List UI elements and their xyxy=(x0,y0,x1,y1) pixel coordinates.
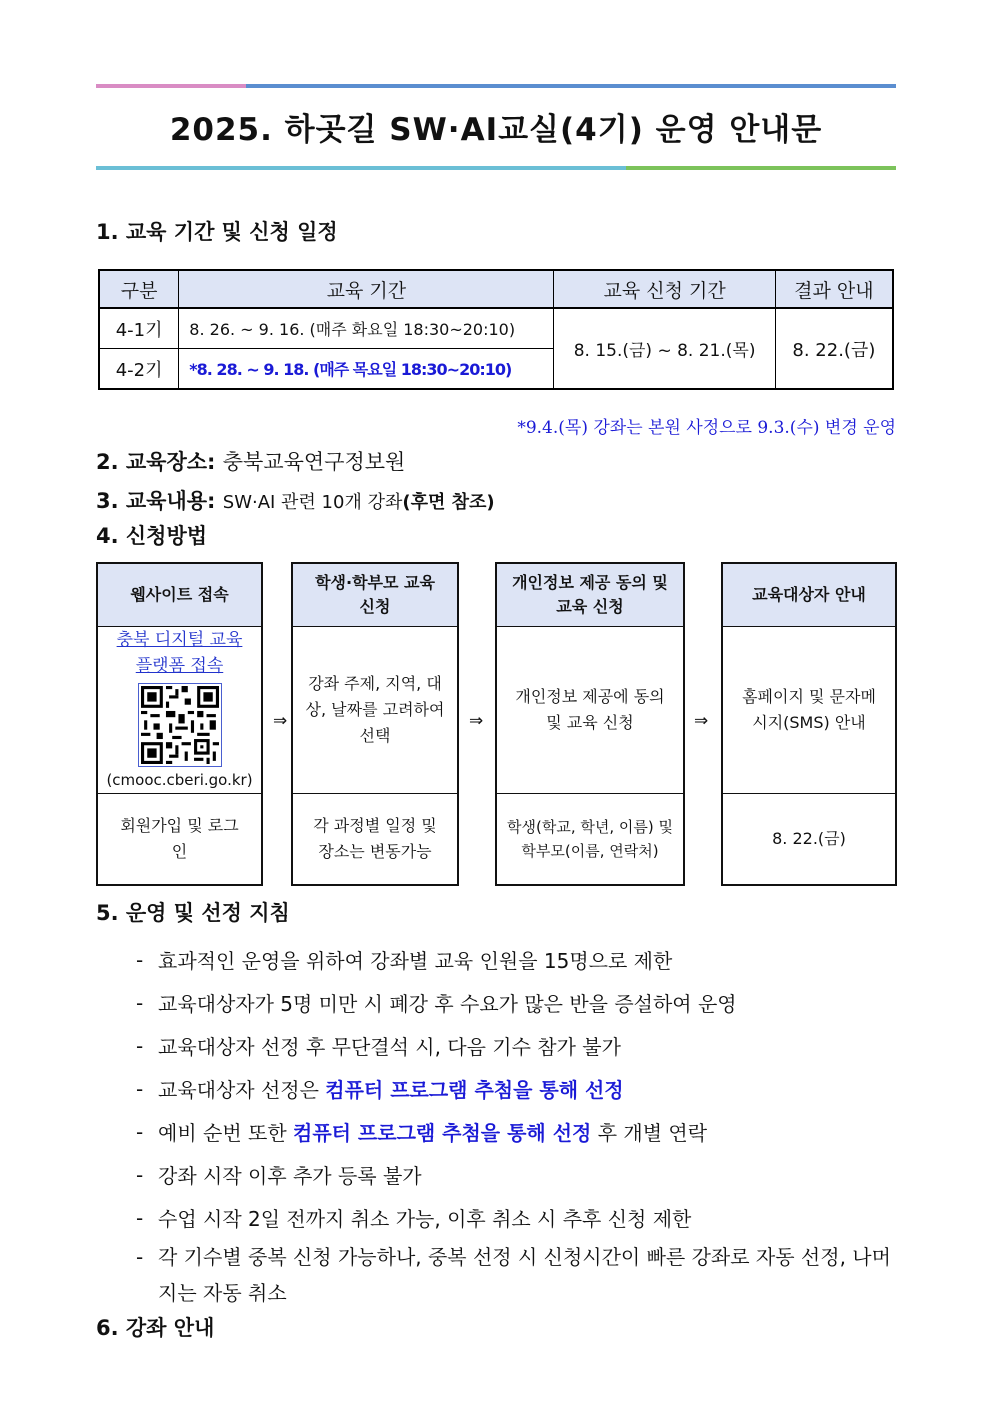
list-item-text: 효과적인 운영을 위하여 강좌별 교육 인원을 15명으로 제한 xyxy=(158,949,673,973)
list-item-emphasis: 컴퓨터 프로그램 추첨을 통해 선정 xyxy=(325,1078,624,1102)
step-website-body xyxy=(98,627,261,794)
step-head: 학생·학부모 교육 신청 xyxy=(293,564,457,627)
arrow-right-icon: ⇒ xyxy=(469,711,484,731)
step-head: 개인정보 제공 동의 및 교육 신청 xyxy=(497,564,683,627)
bottom-decor-bar xyxy=(96,166,896,170)
platform-url: (cmooc.cberi.go.kr) xyxy=(106,771,253,789)
step-bottom: 8. 22.(금) xyxy=(772,829,846,848)
list-item-text: 교육대상자 선정 후 무단결석 시, 다음 기수 참가 불가 xyxy=(158,1035,621,1059)
step-website-box xyxy=(96,562,263,886)
schedule-note: *9.4.(목) 강좌는 본원 사정으로 9.3.(수) 변경 운영 xyxy=(517,418,896,438)
platform-link[interactable]: 충북 디지털 교육플랫폼 접속 xyxy=(116,630,243,676)
arrow-right-icon: ⇒ xyxy=(273,711,288,731)
list-item-emphasis: 컴퓨터 프로그램 추첨을 통해 선정 xyxy=(293,1121,592,1145)
header-cell: 교육 신청 기간 xyxy=(554,270,775,308)
period-cell: *8. 28. ~ 9. 18. (매주 목요일 18:30~20:10) xyxy=(179,349,554,390)
list-item-text: 각 기수별 중복 신청 가능하나, 중복 선정 시 신청시간이 빠른 강좌로 자동 선정, 나머지는 자동 취소 xyxy=(158,1245,891,1305)
step-middle: 강좌 주제, 지역, 대상, 날짜를 고려하여 선택 xyxy=(293,627,457,794)
table-row xyxy=(99,308,893,349)
section5-heading: 5. 운영 및 선정 지침 xyxy=(96,901,290,925)
section6-heading: 6. 강좌 안내 xyxy=(96,1316,215,1340)
period-cell: 8. 26. ~ 9. 16. (매주 화요일 18:30~20:10) xyxy=(179,308,554,349)
list-item-text: 교육대상자 선정은 xyxy=(158,1078,326,1102)
schedule-table xyxy=(98,269,894,390)
section1-heading: 1. 교육 기간 및 신청 일정 xyxy=(96,220,338,244)
list-item: - 교육대상자가 5명 미만 시 폐강 후 수요가 많은 반을 증설하여 운영 xyxy=(136,981,896,1024)
step-consent-box xyxy=(495,562,685,886)
group-cell: 4-1기 xyxy=(99,308,179,349)
list-item-text: 수업 시작 2일 전까지 취소 가능, 이후 취소 시 추후 신청 제한 xyxy=(158,1207,692,1231)
section2-label: 2. 교육장소: xyxy=(96,450,216,474)
list-item-text: 강좌 시작 이후 추가 등록 불가 xyxy=(158,1164,422,1188)
step-bottom: 학생(학교, 학년, 이름) 및 학부모(이름, 연락처) xyxy=(507,818,673,860)
list-item: - 교육대상자 선정은 컴퓨터 프로그램 추첨을 통해 선정 xyxy=(136,1076,624,1102)
list-item-text: 예비 순번 또한 xyxy=(158,1121,293,1145)
list-item: - 교육대상자 선정 후 무단결석 시, 다음 기수 참가 불가 xyxy=(136,1024,896,1067)
result-cell: 8. 22.(금) xyxy=(775,308,893,389)
arrow-right-icon: ⇒ xyxy=(694,711,709,731)
section3-heading xyxy=(96,485,495,515)
header-cell: 교육 기간 xyxy=(179,270,554,308)
section3-suffix: (후면 참조) xyxy=(402,492,495,513)
section3-label: 3. 교육내용: xyxy=(96,489,216,513)
table-header-row xyxy=(99,270,893,308)
page-title: 2025. 하곳길 SW·AI교실(4기) 운영 안내문 xyxy=(169,112,823,148)
step-head: 웹사이트 접속 xyxy=(98,564,261,627)
apply-period-cell: 8. 15.(금) ~ 8. 21.(목) xyxy=(554,308,775,389)
step-middle: 홈페이지 및 문자메시지(SMS) 안내 xyxy=(723,627,895,794)
section2-heading xyxy=(96,446,405,476)
list-item: - 예비 순번 또한 컴퓨터 프로그램 추첨을 통해 선정 후 개별 연락 xyxy=(136,1119,708,1145)
list-item: - 강좌 시작 이후 추가 등록 불가 xyxy=(136,1153,896,1196)
step-bottom: 각 과정별 일정 및 장소는 변동가능 xyxy=(313,816,437,861)
step-bottom: 회원가입 및 로그인 xyxy=(120,816,239,861)
list-item-text: 교육대상자가 5명 미만 시 폐강 후 수요가 많은 반을 증설하여 운영 xyxy=(158,992,737,1016)
step-apply-box xyxy=(291,562,459,886)
section4-heading: 4. 신청방법 xyxy=(96,524,208,548)
list-item: - 각 기수별 중복 신청 가능하나, 중복 선정 시 신청시간이 빠른 강좌로 자동 선정, 나머지는 자동 취소 xyxy=(136,1239,896,1315)
header-cell: 구분 xyxy=(99,270,179,308)
top-decor-bar xyxy=(96,84,896,88)
list-item: - 수업 시작 2일 전까지 취소 가능, 이후 취소 시 추후 신청 제한 xyxy=(136,1196,896,1239)
group-cell: 4-2기 xyxy=(99,349,179,390)
qr-code-icon[interactable] xyxy=(138,683,222,767)
step-head: 교육대상자 안내 xyxy=(723,564,895,627)
step-middle: 개인정보 제공에 동의 및 교육 신청 xyxy=(497,627,683,794)
list-item: - 효과적인 운영을 위하여 강좌별 교육 인원을 15명으로 제한 xyxy=(136,938,896,981)
header-cell: 결과 안내 xyxy=(775,270,893,308)
section3-value: SW·AI 관련 10개 강좌 xyxy=(222,492,403,513)
guideline-list xyxy=(136,938,896,1315)
section2-value: 충북교육연구정보원 xyxy=(222,450,406,474)
list-item-text: 후 개별 연락 xyxy=(591,1121,708,1145)
step-notify-box xyxy=(721,562,897,886)
